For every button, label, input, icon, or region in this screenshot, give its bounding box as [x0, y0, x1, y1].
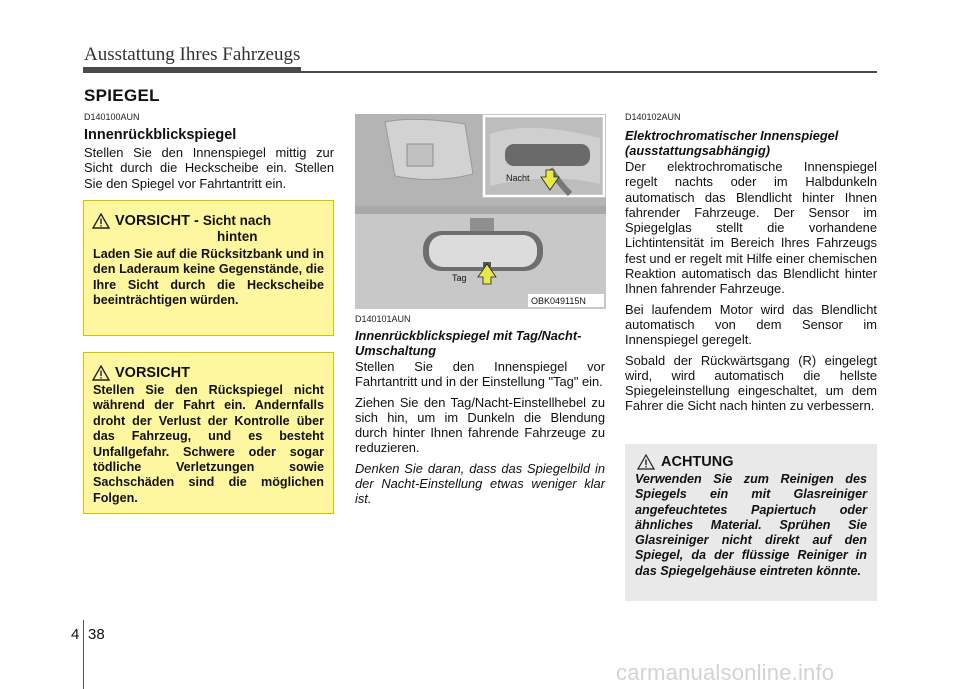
section-title: SPIEGEL	[84, 86, 160, 105]
paragraph: Sobald der Rückwärtsgang (R) eingelegt wird, wird automatisch die hellste Spiegeleinstellung eingeschaltet, um dem Fahrer die Sicht nach hinten zu verbessern.	[625, 352, 877, 414]
achtung-box	[625, 444, 877, 601]
label-night: Nacht	[506, 173, 530, 183]
caution-box-rear-view	[83, 200, 334, 336]
caution-header	[84, 353, 333, 381]
caution-title: Sicht nach	[202, 213, 272, 228]
column-2	[355, 314, 605, 512]
running-header: Ausstattung Ihres Fahrzeugs	[84, 44, 301, 65]
achtung-label: ACHTUNG	[661, 454, 734, 470]
caution-header	[84, 201, 333, 244]
caution-title-2: hinten	[217, 229, 258, 244]
caution-box-driving	[83, 352, 334, 514]
warning-triangle-icon	[92, 213, 110, 229]
section-code: D140102AUN	[625, 112, 681, 122]
caution-label: VORSICHT	[115, 365, 190, 381]
achtung-header	[625, 444, 877, 472]
mirror-figure	[355, 114, 606, 309]
subsection-heading: Elektrochromatischer Innenspiegel (ausstattungsabhängig)	[625, 128, 839, 158]
caution-label: VORSICHT -	[115, 213, 203, 229]
page-number: 38	[88, 626, 105, 643]
caution-text: Laden Sie auf die Rücksitzbank und in den Laderaum keine Gegenstände, die Ihre Sicht durch die Heckscheibe beeinträchtigen würden.	[93, 247, 324, 308]
paragraph: Ziehen Sie den Tag/Nacht-Einstellhebel zu sich hin, um im Dunkeln die Blendung durch hinter Ihnen fahrende Fahrzeuge zu reduzieren.	[355, 394, 605, 456]
section-code: D140101AUN	[355, 314, 411, 324]
subsection-heading: Innenrückblickspiegel mit Tag/Nacht-Umschaltung	[355, 328, 582, 358]
paragraph: Stellen Sie den Innenspiegel mittig zur Sicht durch die Heckscheibe ein. Stellen Sie den Spiegel vor Fahrtantritt ein.	[84, 145, 334, 191]
warning-triangle-icon	[637, 454, 655, 470]
warning-triangle-icon	[92, 365, 110, 381]
column-3	[625, 112, 877, 419]
watermark: carmanualsonline.info	[616, 660, 835, 685]
achtung-text: Verwenden Sie zum Reinigen des Spiegels ein mit Glasreiniger angefeuchtetes Papiertuch oder ähnliches Material. Sprühen Sie Glasreiniger nicht direkt auf den Spiegel, da der flüssige Reiniger in das Spiegelgehäuse eintreten könnte.	[635, 472, 867, 578]
column-1	[84, 112, 334, 196]
chapter-number: 4	[71, 626, 80, 643]
paragraph-note: Denken Sie daran, dass das Spiegelbild in der Nacht-Einstellung etwas weniger klar ist.	[355, 460, 605, 507]
caution-text: Stellen Sie den Rückspiegel nicht während der Fahrt ein. Andernfalls droht der Verlust der Kontrolle über das Fahrzeug, und es besteht Unfallgefahr. Schwere oder sogar tödliche Verletzungen sowie Sachschäden sind die möglichen Folgen.	[93, 383, 324, 505]
figure-code: OBK049115N	[531, 296, 586, 306]
header-rule	[301, 71, 877, 73]
label-day: Tag	[452, 273, 467, 283]
section-code: D140100AUN	[84, 112, 140, 122]
subsection-heading: Innenrückblickspiegel	[84, 127, 237, 143]
paragraph: Der elektrochromatische Innenspiegel regelt nachts oder im Halbdunkeln automatisch das Blendlicht hinter Ihnen fahrender Fahrzeuge. Der Sensor im Spiegelglas stellt die vorhandene Lichtintensität im Bereich Ihres Fahrzeugs fest und er regelt mit Hilfe einer chemischen Reaktion automatisch das Blendlicht hinter Ihnen fahrender Fahrzeuge.	[625, 159, 877, 297]
header-bar	[83, 67, 301, 73]
paragraph: Bei laufendem Motor wird das Blendlicht automatisch von dem Sensor im Innenspiegel geregelt.	[625, 301, 877, 348]
paragraph: Stellen Sie den Innenspiegel vor Fahrtantritt und in der Einstellung "Tag" ein.	[355, 359, 605, 390]
page-number-divider	[83, 620, 84, 689]
